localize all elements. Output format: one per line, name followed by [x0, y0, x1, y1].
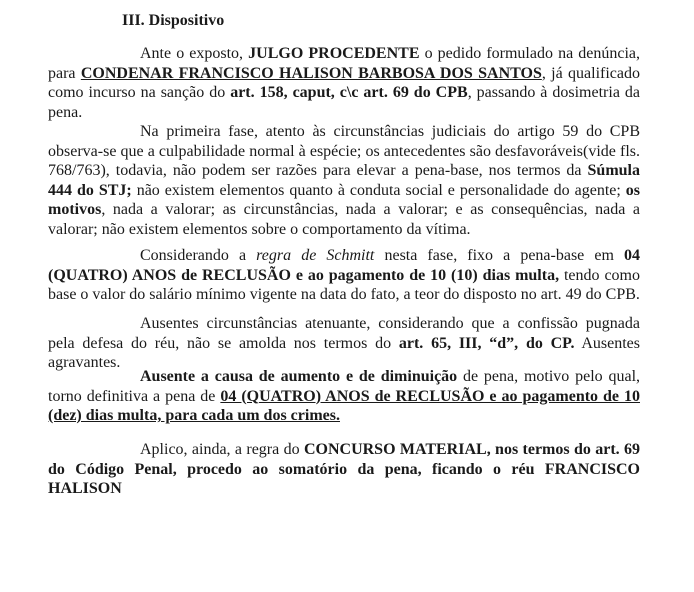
- text-run: art. 65, III, “d”, do CP.: [398, 334, 575, 352]
- text-run: Na primeira fase, atento às circunstâncias judiciais do artigo 59 do CPB observa-se que a culpabilidade normal à espécie; os antecedentes são desfavoráveis(vide fls. 768/763), todavia, não podem ser razões para elevar a pena-base, nos termos da: [48, 123, 640, 179]
- text-run: , já qualificado como incurso na sanção do: [48, 64, 640, 101]
- text-run: Súmula 444 do STJ;: [48, 162, 640, 199]
- paragraph-first-phase: [48, 122, 640, 239]
- text-run: o pedido formulado na denúncia, para: [48, 45, 641, 82]
- paragraph-mitigating-circumstances: [48, 314, 640, 373]
- paragraph-judgment: [48, 44, 640, 122]
- text-run: CONDENAR FRANCISCO HALISON BARBOSA DOS SANTOS: [80, 64, 542, 82]
- text-run: Aplico, ainda, a regra do: [140, 441, 304, 458]
- text-run: 04 (QUATRO) ANOS de RECLUSÃO e ao pagamento de 10 (dez) dias multa, para cada um dos crimes.: [48, 387, 640, 424]
- text-run: nesta fase, fixo a pena-base em: [374, 247, 625, 264]
- text-run: regra de Schmitt: [256, 247, 375, 264]
- text-run: , nada a valorar; as circunstâncias, nada a valorar; e as consequências, nada a valorar; não existem elementos sobre o comportamento da vítima.: [48, 201, 640, 238]
- paragraph-base-penalty: [48, 246, 640, 305]
- text-run: Ausentes circunstâncias atenuante, considerando que a confissão pugnada pela defesa do réu, não se amolda nos termos do: [48, 315, 640, 352]
- text-run: Ausente a causa de aumento e de diminuição: [140, 368, 458, 385]
- text-run: art. 158, caput, c\c art. 69 do CPB: [230, 84, 468, 101]
- text-run: Ausentes agravantes.: [48, 334, 641, 371]
- paragraph-definitive-penalty: [48, 367, 640, 426]
- text-run: de pena, motivo pelo qual, torno definitiva a pena de: [48, 368, 641, 405]
- section-heading: III. Dispositivo: [122, 12, 225, 29]
- paragraph-material-concurrence: [48, 440, 640, 499]
- text-run: 04 (QUATRO) ANOS de RECLUSÃO e ao pagamento de 10 (10) dias multa,: [48, 247, 641, 284]
- text-run: , passando à dosimetria da pena.: [48, 84, 641, 121]
- text-run: os motivos: [48, 181, 641, 218]
- text-run: Considerando a: [140, 247, 257, 264]
- text-run: Ante o exposto,: [140, 45, 249, 62]
- text-run: JULGO PROCEDENTE: [248, 45, 420, 62]
- text-run: tendo como base o valor do salário mínimo vigente na data do fato, a teor do disposto no art. 49 do CPB.: [48, 266, 640, 303]
- text-run: não existem elementos quanto à conduta social e personalidade do agente;: [131, 181, 626, 199]
- text-run: CONCURSO MATERIAL, nos termos do art. 69 do Código Penal, procedo ao somatório da pena, ficando o réu FRANCISCO HALISON: [48, 441, 641, 497]
